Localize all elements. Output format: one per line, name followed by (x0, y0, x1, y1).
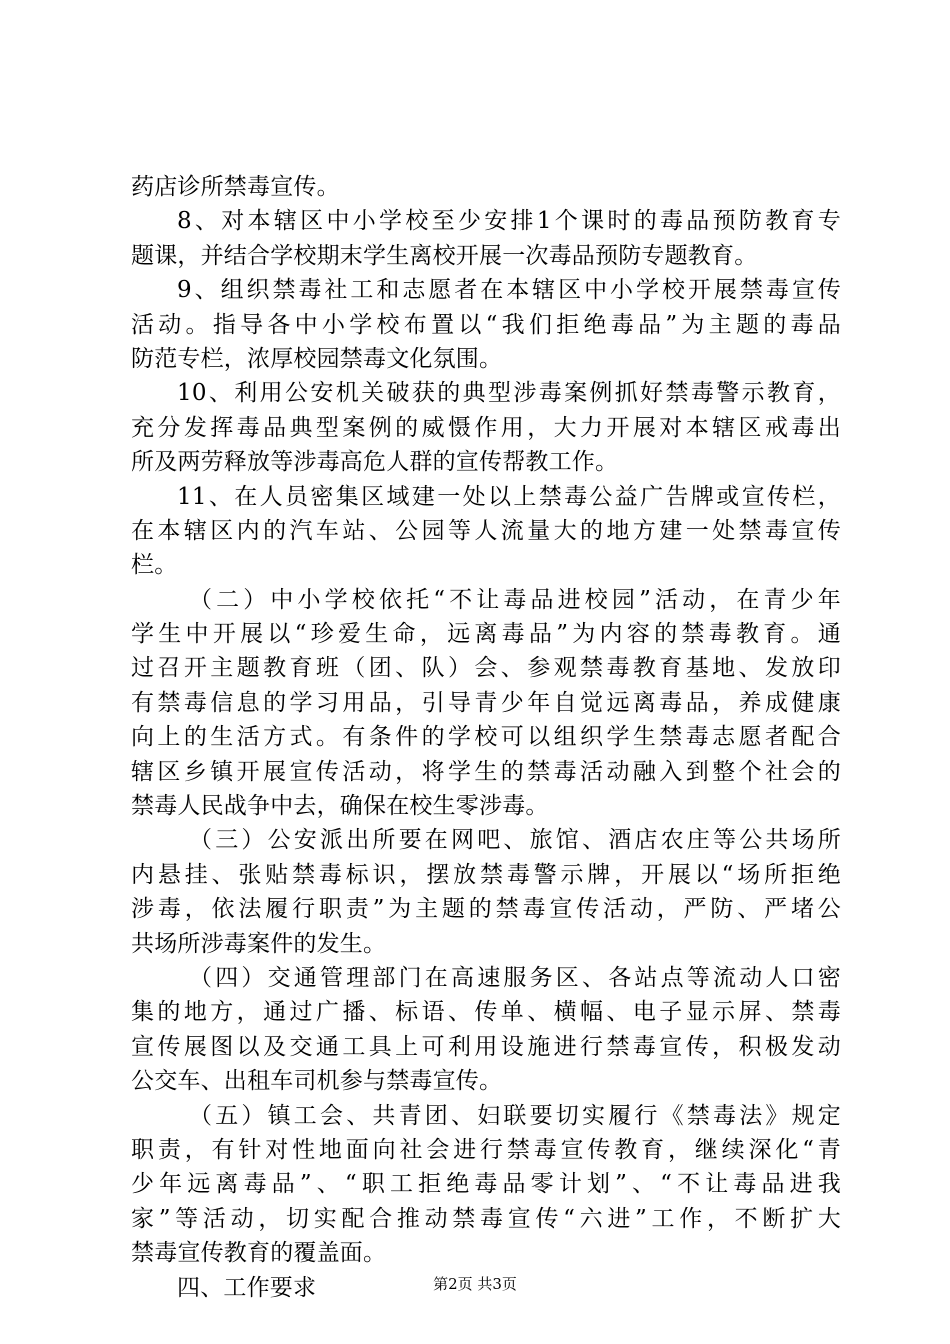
text-line: 家”等活动，切实配合推动禁毒宣传“六进”工作，不断扩大 (131, 1205, 841, 1232)
text-line: 禁毒人民战争中去，确保在校生零涉毒。 (131, 793, 549, 820)
text-line: 四、工作要求 (177, 1274, 317, 1301)
text-line: （四）交通管理部门在高速服务区、各站点等流动人口密 (189, 964, 841, 991)
text-line: 8、对本辖区中小学校至少安排1个课时的毒品预防教育专 (177, 208, 841, 235)
text-line: 药店诊所禁毒宣传。 (131, 174, 340, 200)
text-line: 栏。 (131, 552, 178, 579)
text-line: 题课，并结合学校期末学生离校开展一次毒品预防专题教育。 (131, 242, 758, 269)
page-footer: 第2页 共3页 (433, 1275, 517, 1293)
text-line: 涉毒，依法履行职责”为主题的禁毒宣传活动，严防、严堵公 (131, 896, 841, 923)
text-line: 宣传展图以及交通工具上可利用设施进行禁毒宣传，积极发动 (131, 1033, 841, 1060)
text-line: （二）中小学校依托“不让毒品进校园”活动，在青少年 (189, 586, 841, 613)
text-line: （五）镇工会、共青团、妇联要切实履行《禁毒法》规定 (189, 1102, 841, 1129)
text-line: 10、利用公安机关破获的典型涉毒案例抓好禁毒警示教育， (177, 380, 841, 407)
text-line: （三）公安派出所要在网吧、旅馆、酒店农庄等公共场所 (189, 827, 841, 854)
text-line: 少年远离毒品”、“职工拒绝毒品零计划”、“不让毒品进我 (131, 1171, 841, 1198)
text-line: 内悬挂、张贴禁毒标识，摆放禁毒警示牌，开展以“场所拒绝 (131, 861, 841, 888)
text-line: 9、组织禁毒社工和志愿者在本辖区中小学校开展禁毒宣传 (177, 277, 841, 304)
text-line: 禁毒宣传教育的覆盖面。 (131, 1240, 387, 1267)
text-line: 向上的生活方式。有条件的学校可以组织学生禁毒志愿者配合 (131, 724, 841, 751)
text-line: 所及两劳释放等涉毒高危人群的宣传帮教工作。 (131, 449, 619, 476)
text-line: 防范专栏，浓厚校园禁毒文化氛围。 (131, 345, 503, 372)
text-line: 学生中开展以“珍爱生命，远离毒品”为内容的禁毒教育。通 (131, 621, 841, 648)
text-line: 职责，有针对性地面向社会进行禁毒宣传教育，继续深化“青 (131, 1136, 841, 1163)
text-line: 在本辖区内的汽车站、公园等人流量大的地方建一处禁毒宣传 (131, 517, 841, 544)
text-line: 11、在人员密集区域建一处以上禁毒公益广告牌或宣传栏， (177, 483, 841, 510)
document-body (131, 170, 841, 1305)
text-line: 共场所涉毒案件的发生。 (131, 930, 387, 957)
text-line: 辖区乡镇开展宣传活动，将学生的禁毒活动融入到整个社会的 (131, 758, 841, 785)
text-line: 公交车、出租车司机参与禁毒宣传。 (131, 1068, 503, 1095)
text-line: 过召开主题教育班（团、队）会、参观禁毒教育基地、发放印 (131, 655, 841, 682)
text-line: 集的地方，通过广播、标语、传单、横幅、电子显示屏、禁毒 (131, 999, 841, 1026)
text-line: 活动。指导各中小学校布置以“我们拒绝毒品”为主题的毒品 (131, 311, 841, 338)
text-line: 充分发挥毒品典型案例的威慑作用，大力开展对本辖区戒毒出 (131, 414, 841, 441)
text-line: 有禁毒信息的学习用品，引导青少年自觉远离毒品，养成健康 (131, 689, 841, 716)
